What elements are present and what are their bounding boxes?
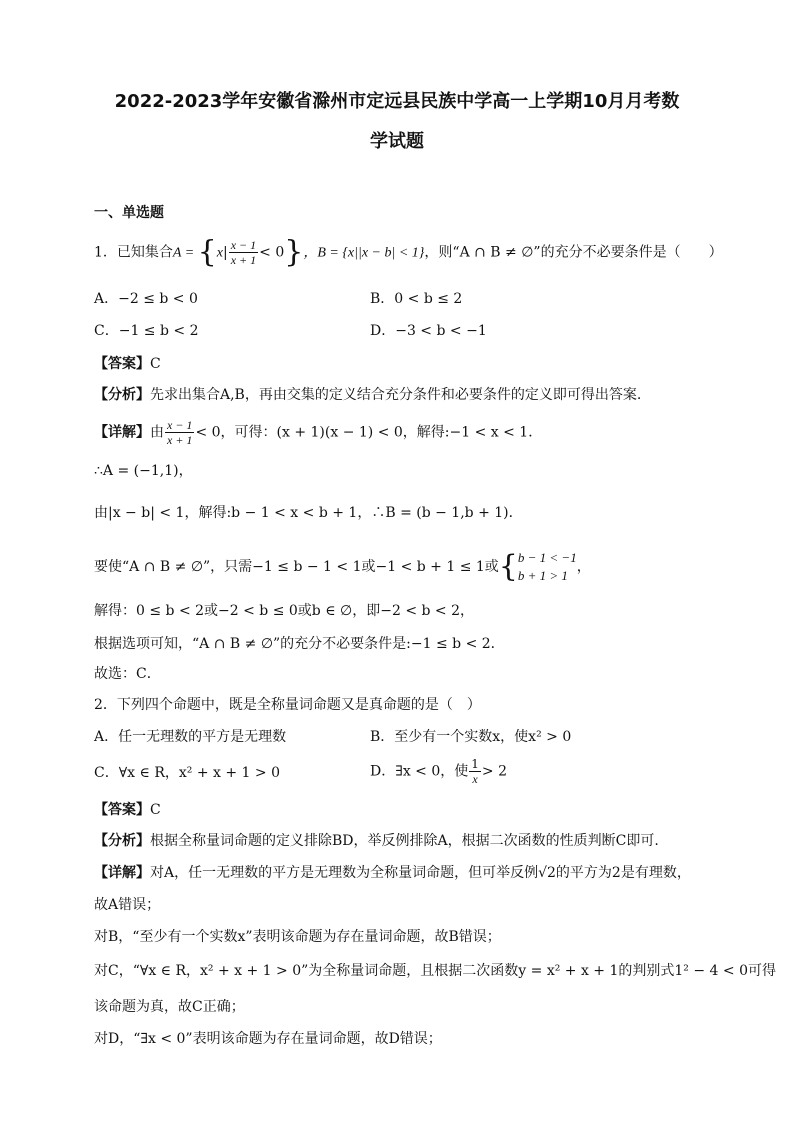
q2-detail-2: 故A错误； — [94, 897, 161, 913]
q2-answer: 【答案】C — [94, 802, 161, 818]
q2-option-d-fraction: $\frac{1}{x}$ — [471, 757, 479, 786]
q1-option-d: D．−3 < b < −1 — [370, 323, 487, 339]
q1-set-a-fraction: $\frac{x - 1}{x + 1}$ — [230, 238, 257, 267]
q2-detail-6: 对D，“∃x < 0”表明该命题为存在量词命题，故D错误； — [94, 1031, 442, 1047]
q2-detail-3: 对B，“至少有一个实数x”表明该命题为存在量词命题，故B错误； — [94, 929, 501, 945]
q1-detail-3: 由|x − b| < 1，解得:b − 1 < x < b + 1，∴B = (b − 1,b + 1)． — [94, 505, 523, 521]
q1-answer: 【答案】C — [94, 356, 161, 372]
q2-stem: 2．下列四个命题中，既是全称量词命题又是真命题的是（ ） — [94, 697, 481, 713]
q2-detail-4: 对C，“∀x ∈ R，x² + x + 1 > 0”为全称量词命题，且根据二次函数y = x² + x + 1的判别式1² − 4 < 0可得 — [94, 963, 776, 979]
q2-option-c: C．∀x ∈ R，x² + x + 1 > 0 — [94, 765, 280, 781]
q1-analysis: 【分析】先求出集合A,B，再由交集的定义结合充分条件和必要条件的定义即可得出答案. — [94, 387, 642, 403]
q2-analysis: 【分析】根据全称量词命题的定义排除BD，举反例排除A，根据二次函数的性质判断C即可. — [94, 833, 659, 849]
q1-detail-fraction: $\frac{x - 1}{x + 1}$ — [167, 418, 193, 447]
q1-option-b: B．0 < b ≤ 2 — [370, 291, 463, 307]
q2-detail-5: 该命题为真，故C正确； — [94, 999, 245, 1015]
q1-detail-6: 根据选项可知，“A ∩ B ≠ ∅”的充分不必要条件是:−1 ≤ b < 2． — [94, 636, 505, 652]
document-title-line2: 学试题 — [370, 131, 424, 152]
q2-option-d: D．∃x < 0，使 $\frac{1}{x}$ > 2 — [370, 757, 507, 786]
q2-detail-1: 【详解】对A，任一无理数的平方是无理数为全称量词命题，但可举反例√2的平方为2是有理数， — [94, 865, 691, 881]
q1-detail-4: 要使“A ∩ B ≠ ∅”，只需−1 ≤ b − 1 < 1或−1 < b + 1 ≤ 1或{ b − 1 < −1 b + 1 > 1 ， — [94, 549, 591, 584]
q1-option-c: C．−1 ≤ b < 2 — [94, 323, 199, 339]
q2-option-b: B．至少有一个实数x，使x² > 0 — [370, 729, 572, 745]
q1-stem-pre: 1．已知集合 — [94, 244, 173, 261]
q1-stem-post: ，则“A ∩ B ≠ ∅”的充分不必要条件是（ ） — [424, 244, 723, 261]
q1-option-a: A．−2 ≤ b < 0 — [94, 291, 198, 307]
q1-inequality-system: b − 1 < −1 b + 1 > 1 — [517, 550, 577, 583]
q1-detail-5: 解得：0 ≤ b < 2或−2 < b ≤ 0或b ∈ ∅，即−2 < b < 2， — [94, 603, 474, 619]
q1-set-b: ，B = {x||x − b| < 1} — [303, 245, 425, 261]
q1-set-a-cond: < 0 — [259, 244, 285, 261]
section-heading: 一、单选题 — [94, 205, 164, 221]
q1-stem: 1．已知集合A = {x| $\frac{x - 1}{x + 1}$ < 0}，B = {x||x − b| < 1}，则“A ∩ B ≠ ∅”的充分不必要条件是（ ） — [94, 234, 723, 270]
q2-option-a: A．任一无理数的平方是无理数 — [94, 729, 287, 745]
q1-detail-7: 故选：C． — [94, 666, 161, 682]
q1-detail-2: ∴A = (−1,1)， — [94, 463, 193, 479]
q1-set-a-var: x — [216, 245, 223, 261]
document-title-line1: 2022-2023学年安徽省滁州市定远县民族中学高一上学期10月月考数 — [114, 91, 680, 112]
q1-detail-1: 【详解】由 $\frac{x - 1}{x + 1}$ < 0，可得：(x + 1)(x − 1) < 0，解得:−1 < x < 1． — [94, 418, 543, 447]
q1-set-a-lhs: A = — [172, 245, 198, 261]
